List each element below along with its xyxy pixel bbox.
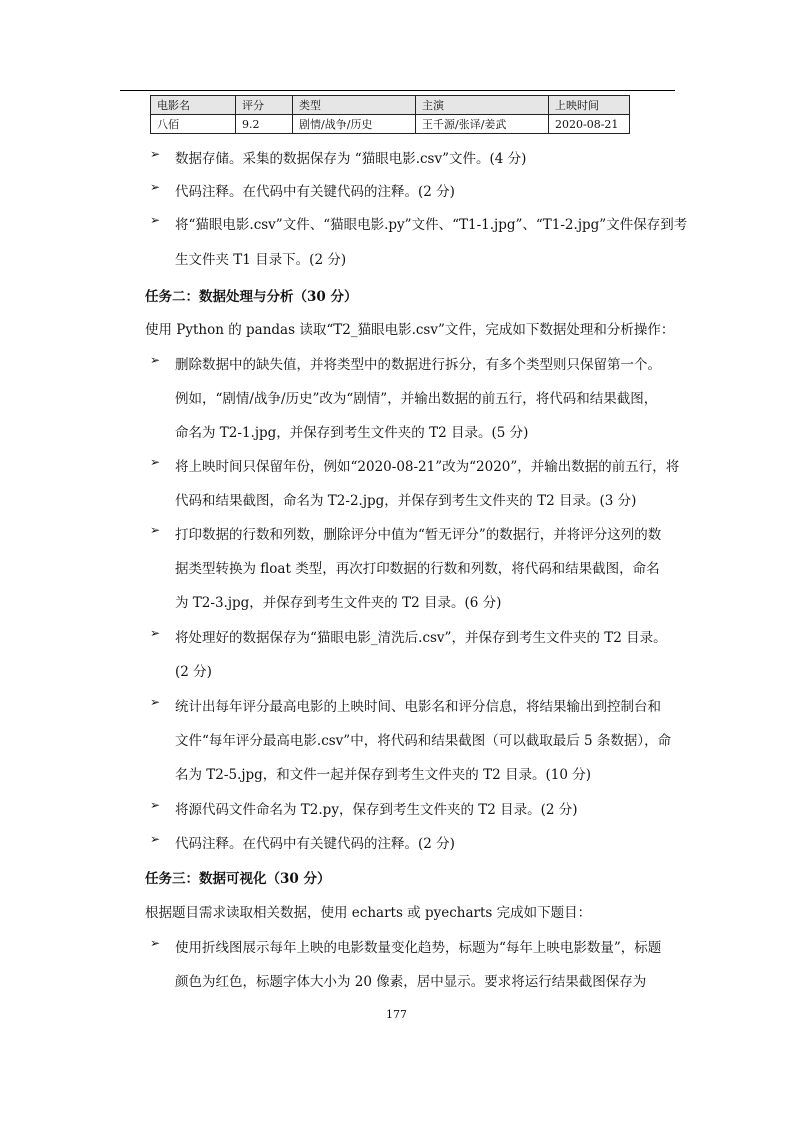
table-header-row [151, 96, 630, 115]
section-heading: 任务二：数据处理与分析（30 分） [145, 289, 358, 305]
paragraph-line: 据类型转换为 float 类型，再次打印数据的行数和列数，将代码和结果截图，命名 [175, 561, 660, 577]
bullet-item-text: 统计出每年评分最高电影的上映时间、电影名和评分信息，将结果输出到控制台和 [175, 699, 661, 715]
bullet-icon: ➢ [150, 695, 161, 709]
bullet-icon: ➢ [150, 213, 161, 227]
bullet-icon: ➢ [150, 798, 161, 812]
section-heading: 任务三：数据可视化（30 分） [145, 871, 331, 887]
table-cell: 剧情/战争/历史 [293, 115, 416, 134]
paragraph-line: 命名为 T2-1.jpg，并保存到考生文件夹的 T2 目录。(5 分) [175, 425, 529, 441]
bullet-icon: ➢ [150, 180, 161, 194]
bullet-icon: ➢ [150, 353, 161, 367]
table-cell: 王千源/张译/姜武 [416, 115, 549, 134]
bullet-item-text: 代码注释。在代码中有关键代码的注释。(2 分) [175, 836, 455, 852]
table-cell: 2020-08-21 [549, 115, 630, 134]
bullet-item-text: 删除数据中的缺失值，并将类型中的数据进行拆分，有多个类型则只保留第一个。 [175, 357, 661, 373]
bullet-icon: ➢ [150, 523, 161, 537]
bullet-item-text: 代码注释。在代码中有关键代码的注释。(2 分) [175, 184, 455, 200]
table-cell: 八佰 [151, 115, 236, 134]
paragraph-line: 文件“每年评分最高电影.csv”中，将代码和结果截图（可以截取最后 5 条数据），命 [175, 733, 672, 749]
bullet-icon: ➢ [150, 626, 161, 640]
paragraph-line: 名为 T2-5.jpg，和文件一起并保存到考生文件夹的 T2 目录。(10 分) [175, 767, 591, 783]
header-cell: 电影名 [151, 96, 236, 115]
paragraph-line: 生文件夹 T1 目录下。(2 分) [175, 252, 347, 268]
bullet-item-text: 将源代码文件命名为 T2.py，保存到考生文件夹的 T2 目录。(2 分) [175, 802, 578, 818]
paragraph-line: 使用 Python 的 pandas 读取“T2_猫眼电影.csv”文件，完成如下数据处理和分析操作： [145, 322, 675, 338]
paragraph-line: (2 分) [175, 664, 212, 680]
movie-table [150, 95, 630, 134]
page-number: 177 [386, 1008, 407, 1021]
bullet-item-text: 使用折线图展示每年上映的电影数量变化趋势，标题为“每年上映电影数量”，标题 [175, 940, 662, 956]
paragraph-line: 根据题目需求读取相关数据，使用 echarts 或 pyecharts 完成如下题目： [145, 905, 592, 921]
bullet-item-text: 将处理好的数据保存为“猫眼电影_清洗后.csv”，并保存到考生文件夹的 T2 目录。 [175, 630, 667, 646]
paragraph-line: 代码和结果截图，命名为 T2-2.jpg，并保存到考生文件夹的 T2 目录。(3 分) [175, 493, 637, 509]
paragraph-line: 例如，“剧情/战争/历史”改为“剧情”，并输出数据的前五行，将代码和结果截图， [175, 391, 658, 407]
bullet-item-text: 将“猫眼电影.csv”文件、“猫眼电影.py”文件、“T1-1.jpg”、“T1-2.jpg”文件保存到考 [175, 217, 688, 233]
paragraph-line: 颜色为红色，标题字体大小为 20 像素，居中显示。要求将运行结果截图保存为 [175, 974, 647, 990]
header-cell: 主演 [416, 96, 549, 115]
bullet-item-text: 数据存储。采集的数据保存为 “猫眼电影.csv”文件。(4 分) [175, 151, 527, 167]
table-cell: 9.2 [236, 115, 293, 134]
bullet-icon: ➢ [150, 832, 161, 846]
header-cell: 评分 [236, 96, 293, 115]
bullet-item-text: 打印数据的行数和列数，删除评分中值为“暂无评分”的数据行，并将评分这列的数 [175, 527, 662, 543]
table-row [151, 115, 630, 134]
bullet-icon: ➢ [150, 455, 161, 469]
header-cell: 上映时间 [549, 96, 630, 115]
bullet-icon: ➢ [150, 147, 161, 161]
header-rule [120, 90, 675, 91]
paragraph-line: 为 T2-3.jpg，并保存到考生文件夹的 T2 目录。(6 分) [175, 595, 502, 611]
header-cell: 类型 [293, 96, 416, 115]
bullet-icon: ➢ [150, 936, 161, 950]
bullet-item-text: 将上映时间只保留年份，例如“2020-08-21”改为“2020”，并输出数据的前五行，将 [175, 459, 680, 475]
